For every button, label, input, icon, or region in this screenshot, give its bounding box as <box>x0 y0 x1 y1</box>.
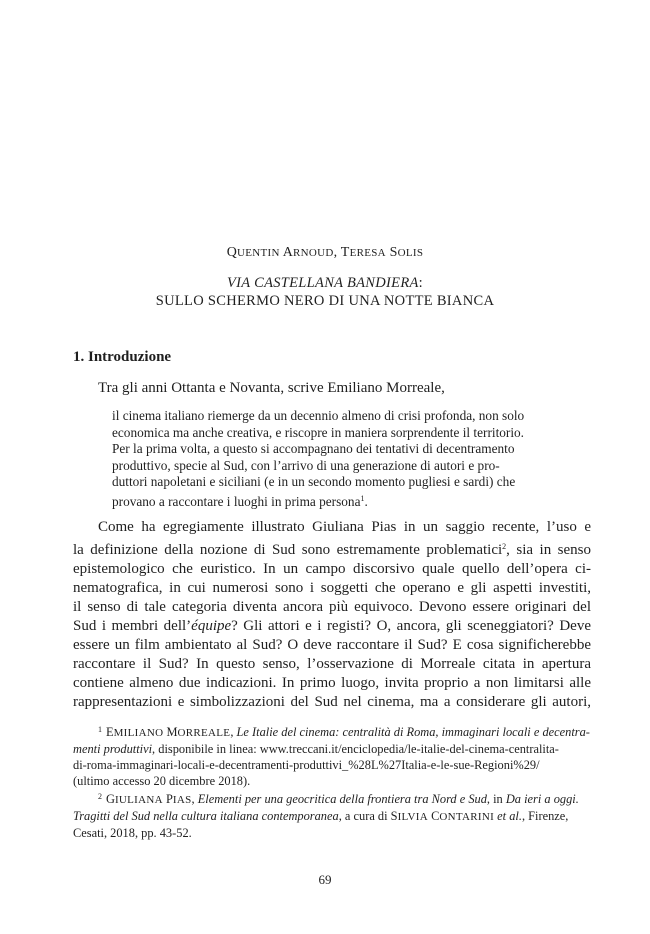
authors-line <box>0 245 650 261</box>
fn-comma: , <box>191 792 198 806</box>
fn-et-al: et al. <box>497 809 522 823</box>
body-italic: équipe <box>191 618 232 634</box>
footnote-1-line4: (ultimo accesso 20 dicembre 2018). <box>73 774 251 788</box>
page-number: 69 <box>318 872 332 887</box>
fn-title: Le Italie del cinema: centralità di Roma, immaginari locali e decentra- <box>236 725 590 739</box>
author1-initial: Q <box>226 245 238 260</box>
body-line: Come ha egregiamente illustrato Giuliana Pias in un saggio recente, l’uso e <box>98 519 591 535</box>
footnote-ref-1[interactable]: 1 <box>360 493 365 503</box>
footnote-number: 1 <box>98 725 102 734</box>
quote-line-last: provano a raccontare i luoghi in prima persona$^1$. <box>112 493 368 509</box>
fn-book-title: Tragitti del Sud nella cultura italiana contemporanea <box>73 809 339 823</box>
fn-author-initial: G <box>106 792 115 806</box>
footnote-2 <box>73 789 591 808</box>
quote-line: il cinema italiano riemerge da un decennio almeno di crisi profonda, non solo <box>112 408 525 423</box>
fn-curated: , a cura di <box>338 809 391 823</box>
fn-title: menti produttivi <box>73 742 153 756</box>
body-line: epistemologico che euristico. In un campo discorsivo quale quello dell’opera ci- <box>73 561 591 577</box>
footnote-2-line3: Cesati, 2018, pp. 43-52. <box>73 826 192 840</box>
author2-surname-rest: OLIS <box>397 247 424 259</box>
body-line: contiene almeno due indicazioni. In primo luogo, invita proprio a non limitarsi alle <box>73 675 591 691</box>
quote-line: produttivo, specie al Sud, con l’arrivo di una generazione di autori e pro- <box>112 457 500 473</box>
body-line: il senso di tale categoria diventa ancora più equivoco. Devono essere originari del <box>73 599 591 615</box>
fn-title: Elementi per una geocritica della frontiera tra Nord e Sud <box>197 792 487 806</box>
body-line: raccontare il Sud? In questo senso, l’osservazione di Morreale citata in apertura <box>73 656 591 672</box>
footnote-1-line3[interactable]: di-roma-immaginari-locali-e-decentramenti-produttivi_%28L%27Italia-e-le-sue-Regioni%29/ <box>73 758 540 772</box>
author2-initial: T <box>340 245 350 260</box>
footnote-2-line2 <box>73 808 591 825</box>
author-separator: , <box>333 245 341 260</box>
body-text: , sia in senso <box>506 542 592 558</box>
intro-sentence: Tra gli anni Ottanta e Novanta, scrive Emiliano Morreale, <box>98 380 445 396</box>
footnotes <box>73 722 591 841</box>
author1-surname-rest: RNOUD <box>293 247 334 259</box>
author1-surname-initial: A <box>282 245 294 260</box>
footnote-ref-2[interactable]: 2 <box>502 542 507 551</box>
fn-editor-rest: ILVIA <box>397 811 428 823</box>
fn-url-part: , disponibile in linea: www.treccani.it/enciclopedia/le-italie-del-cinema-centralita- <box>152 742 559 756</box>
fn-comma: , <box>230 725 237 739</box>
body-text: ? Gli attori e i registi? O, ancora, gli sceneggiatori? Deve <box>231 618 591 634</box>
title-line-1 <box>0 274 650 292</box>
fn-author-surname-rest: IAS <box>172 794 192 806</box>
title-italic: VIA CASTELLANA BANDIERA <box>227 275 419 291</box>
fn-author-initial: E <box>106 725 114 739</box>
body-text: la definizione della nozione di Sud sono estremamente problematici <box>73 542 503 558</box>
fn-author-rest: IULIANA <box>114 794 163 806</box>
fn-editor-surname-initial: C <box>431 809 440 823</box>
fn-editor-initial: S <box>390 809 398 823</box>
body-paragraph <box>73 518 591 712</box>
body-line <box>73 617 591 636</box>
footnote-1-line2 <box>73 741 591 757</box>
body-line: essere un film ambientato al Sud? O deve raccontare il Sud? E cosa significherebbe <box>73 637 591 653</box>
fn-book-title: Da ieri a oggi. <box>505 792 579 806</box>
fn-editor-surname-rest: ONTARINI <box>439 811 495 823</box>
title-line-2: SULLO SCHERMO NERO DI UNA NOTTE BIANCA <box>155 293 495 309</box>
body-line <box>73 537 591 560</box>
fn-author-surname-initial: P <box>165 792 173 806</box>
quote-line: Per la prima volta, a questo si accompagnano dei tentativi di decentramento <box>112 441 515 456</box>
body-line: rappresentazioni e simbolizzazioni del Sud nel cinema, ma a considerare gli autori, <box>73 694 591 710</box>
fn-author-surname-initial: M <box>166 725 178 739</box>
quote-line: economica ma anche creativa, e riscopre in maniera sorprendente il territorio. <box>112 424 525 440</box>
quote-line-text: provano a raccontare i luoghi in prima persona <box>112 493 361 509</box>
article-title <box>0 274 650 310</box>
fn-in: , in <box>486 792 506 806</box>
block-quote <box>112 408 590 510</box>
fn-place: , Firenze, <box>521 809 569 823</box>
fn-author-rest: MILIANO <box>113 727 164 739</box>
body-line: nematografica, in cui numerosi sono i soggetti che operano e gli aspetti investiti, <box>73 580 591 596</box>
title-colon: : <box>418 275 423 291</box>
author1-rest: UENTIN <box>237 247 280 259</box>
quote-line: duttori napoletani e siciliani (e in un secondo momento pugliesi e sardi) che <box>112 474 516 489</box>
fn-author-surname-rest: ORREALE <box>177 727 231 739</box>
footnote-1 <box>73 722 591 741</box>
body-text: Sud i membri dell’ <box>73 618 192 634</box>
footnote-number: 2 <box>98 792 102 801</box>
author2-rest: ERESA <box>349 247 386 259</box>
author2-surname-initial: S <box>389 245 398 260</box>
section-heading: 1. Introduzione <box>73 349 172 365</box>
